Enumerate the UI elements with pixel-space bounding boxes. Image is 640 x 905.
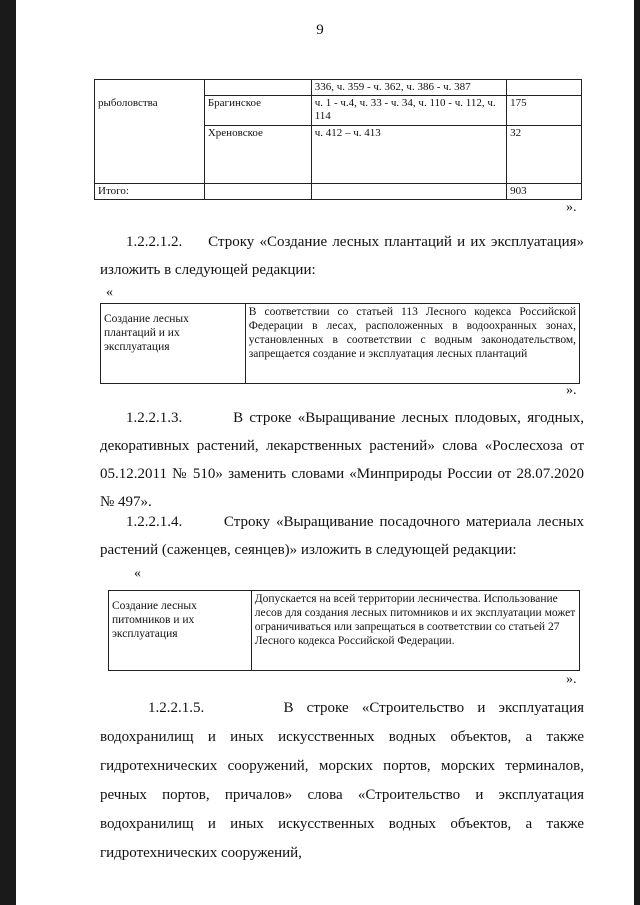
table-cell: 175 — [507, 96, 582, 126]
table-row — [101, 304, 580, 384]
paragraph-1-2-2-1-4 — [100, 508, 584, 564]
plantations-table — [100, 303, 580, 384]
table-cell: Допускается на всей территории лесничества. Использование лесов для создания лесных питомников и их эксплуатации может ограничиваться или запрещаться в соответствии со статьей 27 Лесного кодекса Российской Федерации. — [251, 591, 579, 671]
paragraph-text: В строке «Выращивание лесных плодовых, ягодных, декоративных растений, лекарственных растений» слова «Рослесхоза от 05.12.2011 № 510» заменить словами «Минприроды России от 28.07.2020 № 497». — [100, 410, 584, 510]
table-row — [109, 591, 580, 671]
paragraph-text: Строку «Создание лесных плантаций и их эксплуатация» изложить в следующей редакции: — [100, 234, 584, 278]
table-cell: В соответствии со статьей 113 Лесного кодекса Российской Федерации в лесах, расположенных в водоохранных зонах, установленных в соответствии с водным законодательством, запрещается создание и эксплуатация лесных плантаций — [245, 304, 579, 384]
table-row — [95, 126, 582, 184]
table-cell — [95, 80, 205, 96]
closing-quote: ». — [566, 672, 577, 687]
table-cell: 32 — [507, 126, 582, 184]
scan-edge-right — [634, 0, 640, 905]
table-row — [95, 80, 582, 96]
table-cell: Создание лесных питомников и их эксплуатация — [109, 591, 252, 671]
scan-edge-left — [0, 0, 16, 905]
table-cell — [311, 184, 506, 200]
table-cell — [507, 80, 582, 96]
table-cell: Брагинское — [204, 96, 311, 126]
paragraph-text: В строке «Строительство и эксплуатация водохранилищ и иных искусственных водных объектов, а также гидротехнических сооружений, морских портов, морских терминалов, речных портов, причалов» слова «Строительство и эксплуатация водохранилищ и иных искусственных водных объектов, а также гидротехнических сооружений, — [100, 700, 585, 861]
nurseries-table — [108, 590, 580, 671]
page-number: 9 — [316, 22, 324, 38]
forest-area-table — [94, 79, 582, 200]
table-cell: ч. 412 – ч. 413 — [311, 126, 506, 184]
table-cell — [204, 184, 311, 200]
table-row — [95, 184, 582, 200]
paragraph-number: 1.2.2.1.4. — [126, 514, 183, 530]
table-cell: Создание лесных плантаций и их эксплуатация — [101, 304, 246, 384]
paragraph-number: 1.2.2.1.2. — [126, 234, 183, 250]
paragraph-number: 1.2.2.1.3. — [126, 410, 183, 426]
table-total-value: 903 — [507, 184, 582, 200]
table-row — [95, 96, 582, 126]
paragraph-number: 1.2.2.1.5. — [148, 700, 205, 716]
closing-quote: ». — [566, 383, 577, 398]
paragraph-1-2-2-1-2 — [100, 228, 584, 284]
table-cell: ч. 1 - ч.4, ч. 33 - ч. 34, ч. 110 - ч. 112, ч. 114 — [311, 96, 506, 126]
table-cell: 336, ч. 359 - ч. 362, ч. 386 - ч. 387 — [311, 80, 506, 96]
table-cell: рыболовства — [95, 96, 205, 126]
paragraph-1-2-2-1-3 — [100, 404, 584, 516]
opening-quote: « — [134, 566, 141, 581]
closing-quote: ». — [566, 200, 577, 215]
opening-quote: « — [106, 285, 113, 300]
table-total-label: Итого: — [95, 184, 205, 200]
table-cell — [95, 126, 205, 184]
paragraph-text: Строку «Выращивание посадочного материала лесных растений (саженцев, сеянцев)» изложить в следующей редакции: — [100, 514, 585, 558]
paragraph-1-2-2-1-5 — [100, 694, 584, 868]
table-cell — [204, 80, 311, 96]
table-cell: Хреновское — [204, 126, 311, 184]
